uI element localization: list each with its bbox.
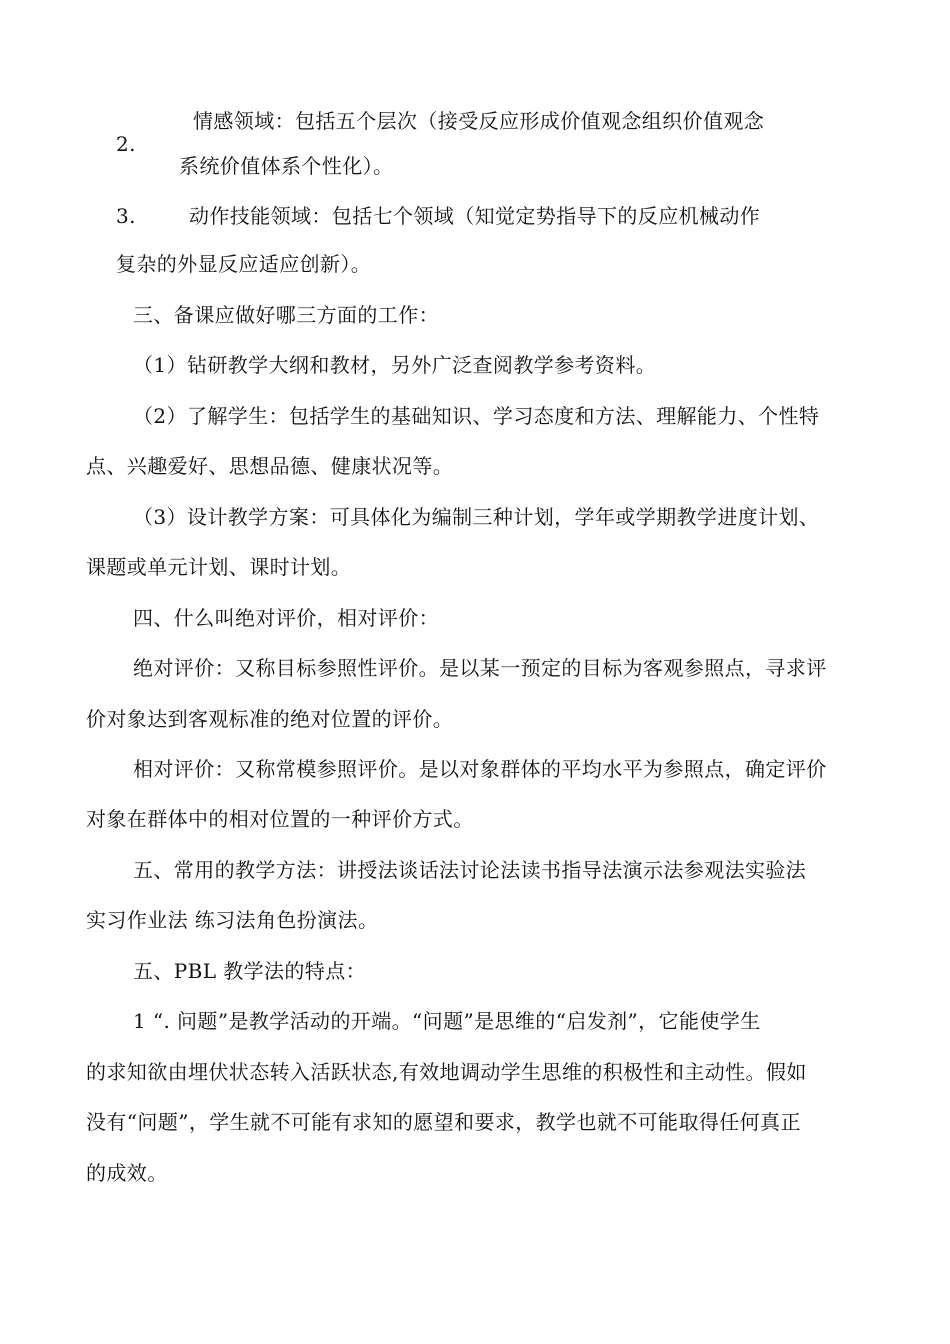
item-3-line-1: 动作技能领域：包括七个领域（知觉定势指导下的反应机械动作 [189, 204, 761, 228]
pbl-point-1-line-1: 1 “. 问题”是教学活动的开端。“问题”是思维的“启发剂”，它能使学生 [133, 1009, 761, 1033]
item-2-line-1: 情感领域：包括五个层次（接受反应形成价值观念组织价值观念 [193, 109, 765, 133]
pbl-heading: 五、PBL 教学法的特点： [133, 959, 366, 983]
section-3-point-3-line-1: （3）设计教学方案：可具体化为编制三种计划，学年或学期教学进度计划、 [133, 505, 820, 529]
section-3-point-2-line-2: 点、兴趣爱好、思想品德、健康状况等。 [86, 454, 454, 478]
section-3-point-2-line-1: （2）了解学生：包括学生的基础知识、学习态度和方法、理解能力、个性特 [133, 404, 820, 428]
relative-evaluation-line-2: 对象在群体中的相对位置的一种评价方式。 [86, 807, 474, 831]
section-3-heading: 三、备课应做好哪三方面的工作： [133, 303, 439, 327]
absolute-evaluation-line-1: 绝对评价：又称目标参照性评价。是以某一预定的目标为客观参照点，寻求评 [133, 656, 827, 680]
relative-evaluation-line-1: 相对评价：又称常模参照评价。是以对象群体的平均水平为参照点，确定评价 [133, 757, 827, 781]
absolute-evaluation-line-2: 价对象达到客观标准的绝对位置的评价。 [86, 707, 454, 731]
item-2-number: 2. [116, 132, 136, 156]
pbl-point-1-line-4: 的成效。 [86, 1161, 168, 1185]
teaching-methods-line-1: 五、常用的教学方法：讲授法谈话法讨论法读书指导法演示法参观法实验法 [133, 858, 807, 882]
item-2-line-2: 系统价值体系个性化）。 [179, 154, 394, 178]
pbl-point-1-line-3: 没有“问题”，学生就不可能有求知的愿望和要求，教学也就不可能取得任何真正 [86, 1110, 801, 1134]
section-4-heading: 四、什么叫绝对评价，相对评价： [133, 606, 439, 630]
teaching-methods-line-2: 实习作业法 练习法角色扮演法。 [86, 908, 379, 932]
pbl-point-1-line-2: 的求知欲由埋伏状态转入活跃状态,有效地调动学生思维的积极性和主动性。假如 [86, 1060, 807, 1084]
item-3-number: 3. [116, 204, 136, 228]
section-3-point-1: （1）钻研教学大纲和教材，另外广泛查阅教学参考资料。 [133, 353, 657, 377]
section-3-point-3-line-2: 课题或单元计划、课时计划。 [86, 555, 352, 579]
item-3-line-2: 复杂的外显反应适应创新）。 [116, 252, 372, 276]
